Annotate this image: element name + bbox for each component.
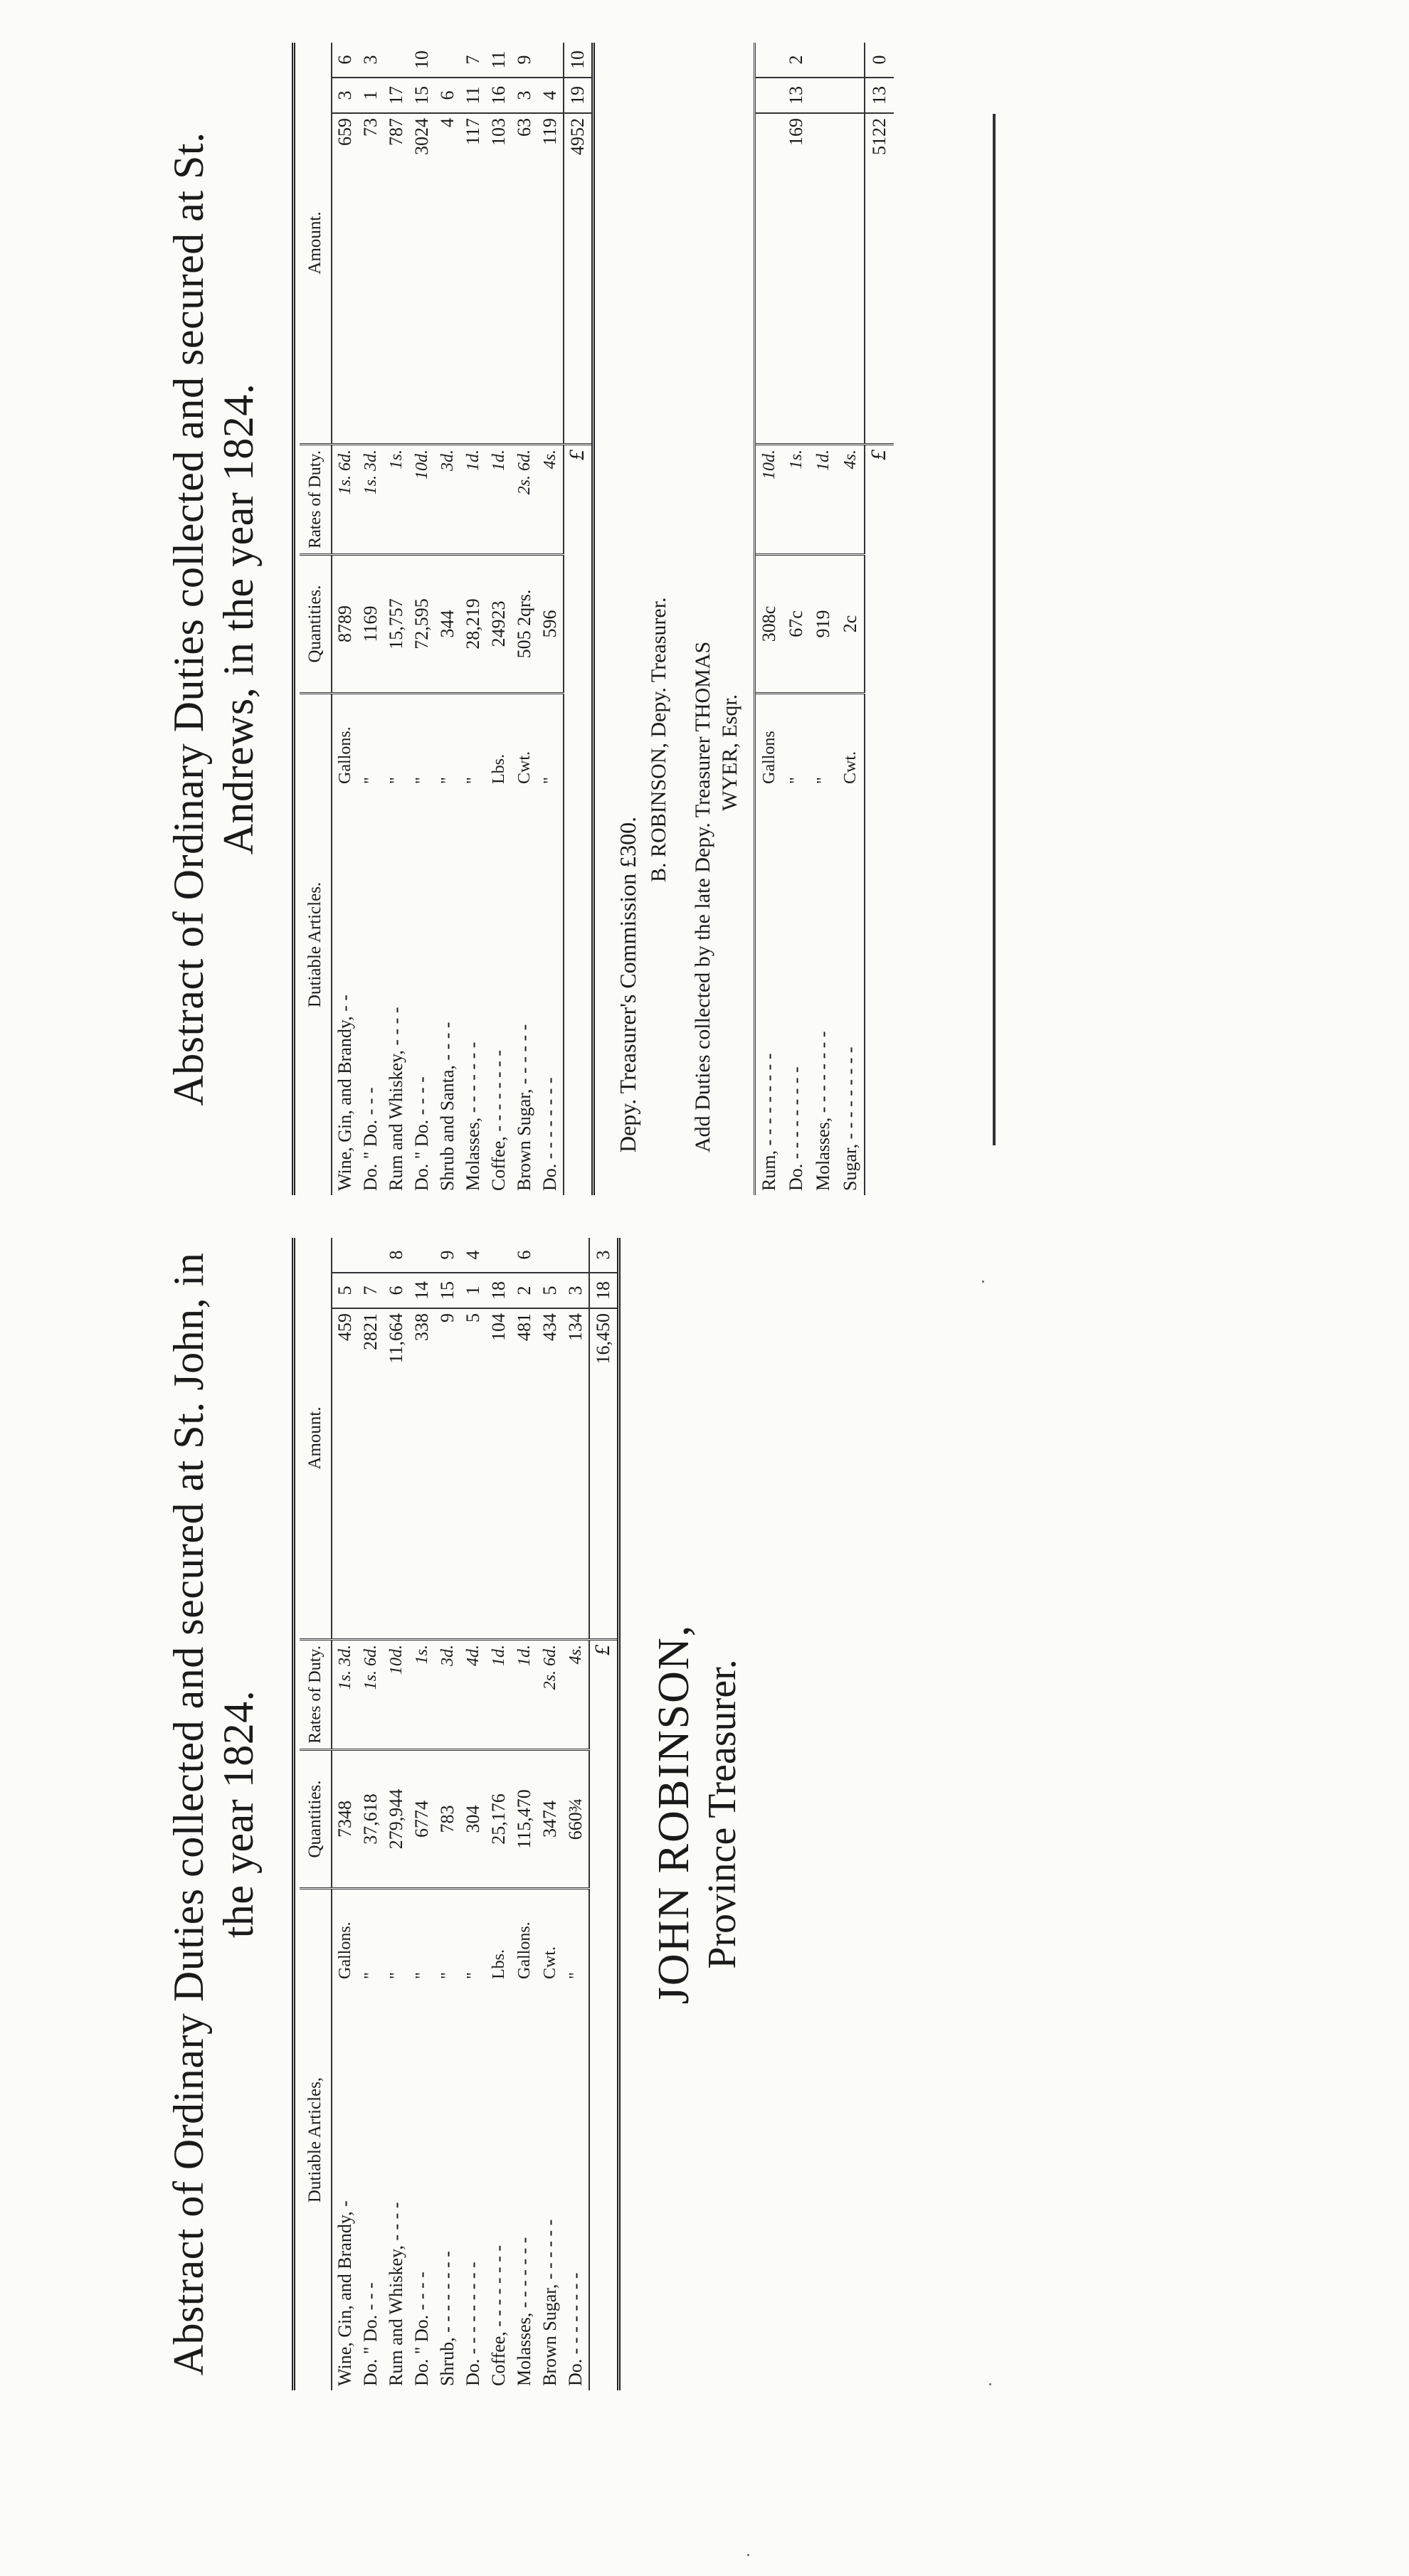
table-row xyxy=(409,1238,435,2390)
row-quantity: 72,595 xyxy=(409,555,435,694)
row-pounds: 104 xyxy=(486,1308,512,1640)
row-article: Do. - - - - - - - - xyxy=(539,1077,560,1191)
row-shillings: 3 xyxy=(332,78,358,113)
row-unit: " xyxy=(787,777,806,784)
row-article: Shrub, - - - - - - - - xyxy=(437,2251,458,2386)
row-shillings: 1 xyxy=(358,78,384,113)
row-pence: 3 xyxy=(358,43,384,78)
row-unit: " xyxy=(438,1972,457,1979)
row-pounds: 2821 xyxy=(358,1308,384,1640)
row-quantity: 6774 xyxy=(409,1750,435,1889)
row-article: Wine, Gin, and Brandy, - - xyxy=(334,995,355,1191)
row-pence: 11 xyxy=(486,43,512,78)
row-shillings: 7 xyxy=(358,1273,384,1308)
additional-duties-frame xyxy=(754,43,894,1195)
row-rate: 10d. xyxy=(756,445,783,555)
row-quantity: 660¾ xyxy=(563,1750,589,1889)
row-rate: 1d. xyxy=(486,1640,512,1750)
row-pence: 6 xyxy=(512,1238,537,1273)
row-shillings: 4 xyxy=(537,78,564,113)
total-pence: 10 xyxy=(564,43,591,78)
row-pounds: 103 xyxy=(486,113,512,445)
row-quantity: 115,470 xyxy=(512,1750,537,1889)
row-rate: 1d. xyxy=(512,1640,537,1750)
row-pence xyxy=(435,43,460,78)
table-row xyxy=(837,43,865,1195)
st-andrews-rows xyxy=(332,43,564,1195)
row-rate: 4s. xyxy=(537,445,564,555)
row-pence: 8 xyxy=(384,1238,409,1273)
row-shillings: 5 xyxy=(332,1273,358,1308)
row-shillings: 2 xyxy=(512,1273,537,1308)
grand-total-shillings: 13 xyxy=(865,78,894,113)
row-quantity: 783 xyxy=(435,1750,460,1889)
row-shillings: 14 xyxy=(409,1273,435,1308)
row-rate: 3d. xyxy=(435,1640,460,1750)
row-shillings: 18 xyxy=(486,1273,512,1308)
row-unit: Gallons. xyxy=(336,1922,354,1979)
total-pence: 3 xyxy=(589,1238,617,1273)
table-row xyxy=(783,43,810,1195)
table-row xyxy=(486,1238,512,2390)
row-article: Rum and Whiskey, - - - - xyxy=(386,2202,406,2386)
st-andrews-duties-table xyxy=(300,43,591,1195)
st-john-table-frame xyxy=(292,1238,621,2390)
row-rate: 1d. xyxy=(486,445,512,555)
row-pounds: 659 xyxy=(332,113,358,445)
row-quantity: 279,944 xyxy=(384,1750,409,1889)
header-rates: Rates of Duty. xyxy=(300,1640,332,1750)
row-rate: 10d. xyxy=(384,1640,409,1750)
total-pounds: 16,450 xyxy=(589,1308,617,1640)
row-article: Do. " Do. - - - - xyxy=(411,1076,432,1191)
row-pence: 6 xyxy=(332,43,358,78)
row-pounds: 3024 xyxy=(409,113,435,445)
row-article: Brown Sugar, - - - - - - xyxy=(514,1024,534,1191)
table-row xyxy=(810,43,837,1195)
table-row xyxy=(435,1238,460,2390)
row-shillings: 3 xyxy=(512,78,537,113)
header-amount: Amount. xyxy=(300,43,332,445)
table-header-row xyxy=(300,43,332,1195)
row-rate: 3d. xyxy=(435,445,460,555)
row-quantity: 308c xyxy=(756,555,783,694)
total-shillings: 19 xyxy=(564,78,591,113)
row-quantity: 24923 xyxy=(486,555,512,694)
table-row xyxy=(512,1238,537,2390)
row-pence xyxy=(409,1238,435,1273)
row-unit: Cwt. xyxy=(541,1946,559,1979)
province-treasurer-signature xyxy=(649,1224,746,2405)
row-rate: 2s. 6d. xyxy=(537,1640,563,1750)
row-quantity: 344 xyxy=(435,555,460,694)
row-pounds: 459 xyxy=(332,1308,358,1640)
header-amount: Amount. xyxy=(300,1238,332,1640)
pound-sign: £ xyxy=(591,1645,614,1655)
row-pence xyxy=(358,1238,384,1273)
row-pence xyxy=(486,1238,512,1273)
table-row xyxy=(537,43,564,1195)
row-unit: " xyxy=(464,777,482,784)
row-pounds: 787 xyxy=(384,113,409,445)
row-shillings: 1 xyxy=(460,1273,486,1308)
table-row xyxy=(756,43,783,1195)
row-pence xyxy=(537,43,564,78)
st-andrews-abstract xyxy=(135,28,890,1209)
header-articles: Dutiable Articles, xyxy=(300,1889,332,2391)
row-quantity: 25,176 xyxy=(486,1750,512,1889)
row-rate: 1s. 3d. xyxy=(358,445,384,555)
row-rate: 1s. 6d. xyxy=(332,445,358,555)
grand-total-row xyxy=(865,43,894,1195)
row-article: Molasses, - - - - - - - xyxy=(514,2237,534,2386)
grand-total-pounds: 5122 xyxy=(865,113,894,445)
total-pounds: 4952 xyxy=(564,113,591,445)
row-pounds: 4 xyxy=(435,113,460,445)
row-unit: " xyxy=(464,1972,482,1979)
row-quantity: 8789 xyxy=(332,555,358,694)
row-rate: 1s. 6d. xyxy=(358,1640,384,1750)
row-rate: 1d. xyxy=(810,445,837,555)
row-quantity: 3474 xyxy=(537,1750,563,1889)
row-unit: " xyxy=(362,777,380,784)
st-andrews-total-row xyxy=(564,43,591,1195)
row-quantity: 2c xyxy=(837,555,865,694)
row-unit: Lbs. xyxy=(490,754,508,784)
row-unit: " xyxy=(541,777,559,784)
row-rate: 1s. xyxy=(783,445,810,555)
row-rate: 4d. xyxy=(460,1640,486,1750)
row-pounds: 11,664 xyxy=(384,1308,409,1640)
st-john-total-row xyxy=(589,1238,617,2390)
row-pounds: 434 xyxy=(537,1308,563,1640)
row-unit: " xyxy=(387,1972,406,1979)
row-unit: Gallons. xyxy=(336,726,354,784)
deputy-treasurer-signature: B. ROBINSON, Depy. Treasurer. xyxy=(647,597,670,882)
row-rate: 10d. xyxy=(409,445,435,555)
signature-title: Province Treasurer. xyxy=(700,1659,744,1969)
row-pence: 4 xyxy=(460,1238,486,1273)
row-rate: 4s. xyxy=(563,1640,589,1750)
row-pounds: 9 xyxy=(435,1308,460,1640)
row-quantity: 37,618 xyxy=(358,1750,384,1889)
sub-amount-pounds: 169 xyxy=(783,113,810,445)
row-unit: " xyxy=(362,1972,380,1979)
row-pence: 9 xyxy=(435,1238,460,1273)
row-quantity: 15,757 xyxy=(384,555,409,694)
row-article: Do. " Do. - - - - xyxy=(411,2272,432,2386)
pound-sign: £ xyxy=(565,450,589,460)
row-pence: 9 xyxy=(512,43,537,78)
row-unit: " xyxy=(387,777,406,784)
st-john-rows xyxy=(332,1238,589,2390)
row-pounds: 63 xyxy=(512,113,537,445)
table-row xyxy=(563,1238,589,2390)
total-shillings: 18 xyxy=(589,1273,617,1308)
row-rate: 1s. xyxy=(384,445,409,555)
grand-total-pence: 0 xyxy=(865,43,894,78)
row-article: Rum and Whiskey, - - - - xyxy=(386,1007,406,1191)
row-shillings: 15 xyxy=(409,78,435,113)
row-shillings: 16 xyxy=(486,78,512,113)
row-unit: " xyxy=(413,777,431,784)
row-rate: 1s. xyxy=(409,1640,435,1750)
row-pence xyxy=(384,43,409,78)
page-divider xyxy=(993,114,996,1145)
add-duties-line: Add Duties collected by the late Depy. Treasurer THOMAS xyxy=(691,641,714,1152)
row-rate: 1d. xyxy=(460,445,486,555)
row-pounds: 481 xyxy=(512,1308,537,1640)
row-unit: Gallons. xyxy=(515,1922,534,1979)
table-row xyxy=(460,43,486,1195)
sub-amount-pence: 2 xyxy=(783,43,810,78)
commission-line: Depy. Treasurer's Commission £300. xyxy=(615,816,640,1152)
signature-name: JOHN ROBINSON, xyxy=(650,1623,698,2005)
row-article: Do. - - - - - - - - - xyxy=(463,2262,483,2386)
row-unit: Cwt. xyxy=(515,751,534,784)
scan-speck xyxy=(982,1281,984,1283)
row-unit: Cwt. xyxy=(841,751,860,784)
row-quantity: 1169 xyxy=(358,555,384,694)
row-pounds: 117 xyxy=(460,113,486,445)
header-rates: Rates of Duty. xyxy=(300,445,332,555)
row-quantity: 505 2qrs. xyxy=(512,555,537,694)
row-article: Do. - - - - - - - - xyxy=(565,2272,586,2386)
row-shillings: 6 xyxy=(435,78,460,113)
table-header-row xyxy=(300,1238,332,2390)
row-unit: " xyxy=(566,1972,585,1979)
row-article: Brown Sugar, - - - - - - xyxy=(539,2219,560,2386)
row-quantity: 7348 xyxy=(332,1750,358,1889)
row-article: Do. " Do. - - - xyxy=(360,2282,381,2386)
st-john-duties-table xyxy=(300,1238,617,2390)
table-row xyxy=(409,43,435,1195)
row-rate: 4s. xyxy=(837,445,865,555)
row-pence: 10 xyxy=(409,43,435,78)
row-shillings: 11 xyxy=(460,78,486,113)
table-row xyxy=(358,43,384,1195)
table-row xyxy=(332,1238,358,2390)
row-shillings: 5 xyxy=(537,1273,563,1308)
row-unit: " xyxy=(413,1972,431,1979)
row-article: Coffee, - - - - - - - - xyxy=(488,2244,509,2386)
row-quantity: 28,219 xyxy=(460,555,486,694)
row-pence xyxy=(563,1238,589,1273)
additional-duties-table xyxy=(756,43,894,1195)
sub-amount-shillings: 13 xyxy=(783,78,810,113)
scan-speck xyxy=(747,2554,749,2556)
table-row xyxy=(537,1238,563,2390)
row-shillings: 15 xyxy=(435,1273,460,1308)
table-row xyxy=(384,43,409,1195)
st-andrews-table-frame xyxy=(292,43,595,1195)
row-quantity: 919 xyxy=(810,555,837,694)
row-article: Coffee, - - - - - - - - xyxy=(488,1049,509,1191)
row-pence xyxy=(537,1238,563,1273)
row-article: Shrub and Santa, - - - - xyxy=(437,1022,458,1191)
row-unit: Gallons xyxy=(760,731,779,784)
row-article: Sugar, - - - - - - - - - xyxy=(840,1046,860,1191)
header-quantities: Quantities. xyxy=(300,555,332,694)
row-article: Wine, Gin, and Brandy, - xyxy=(334,2200,355,2386)
row-shillings: 17 xyxy=(384,78,409,113)
row-quantity: 304 xyxy=(460,1750,486,1889)
row-unit: " xyxy=(814,777,833,784)
table-row xyxy=(358,1238,384,2390)
row-unit: Lbs. xyxy=(490,1949,508,1979)
row-unit: " xyxy=(438,777,457,784)
pound-sign: £ xyxy=(867,450,890,460)
table-row xyxy=(486,43,512,1195)
row-rate: 2s. 6d. xyxy=(512,445,537,555)
table-row xyxy=(384,1238,409,2390)
row-pounds: 73 xyxy=(358,113,384,445)
row-pounds: 338 xyxy=(409,1308,435,1640)
header-quantities: Quantities. xyxy=(300,1750,332,1889)
row-quantity: 67c xyxy=(783,555,810,694)
add-duties-line-2: WYER, Esqr. xyxy=(718,694,742,811)
scan-speck xyxy=(989,2383,991,2385)
table-row xyxy=(460,1238,486,2390)
row-article: Do. " Do. - - - xyxy=(360,1087,381,1191)
row-quantity: 596 xyxy=(537,555,564,694)
st-john-abstract xyxy=(135,1224,833,2405)
row-shillings: 3 xyxy=(563,1273,589,1308)
table-row xyxy=(332,43,358,1195)
row-pounds: 5 xyxy=(460,1308,486,1640)
row-pounds: 119 xyxy=(537,113,564,445)
table-row xyxy=(435,43,460,1195)
header-articles: Dutiable Articles. xyxy=(300,694,332,1196)
row-article: Molasses, - - - - - - - xyxy=(463,1041,483,1191)
st-john-title: Abstract of Ordinary Duties collected and secured at St. John, in the year 1824. xyxy=(165,1252,262,2376)
row-article: Rum, - - - - - - - - - xyxy=(759,1053,779,1191)
row-shillings: 6 xyxy=(384,1273,409,1308)
row-pounds: 134 xyxy=(563,1308,589,1640)
row-article: Molasses, - - - - - - - - xyxy=(813,1031,833,1191)
row-pence xyxy=(332,1238,358,1273)
row-article: Do. - - - - - - - - - xyxy=(786,1066,806,1191)
row-pence: 7 xyxy=(460,43,486,78)
table-row xyxy=(512,43,537,1195)
st-andrews-title: Abstract of Ordinary Duties collected and secured at St. Andrews, in the year 1824. xyxy=(165,132,262,1106)
row-rate: 1s. 3d. xyxy=(332,1640,358,1750)
additional-duties-rows xyxy=(756,43,865,1195)
